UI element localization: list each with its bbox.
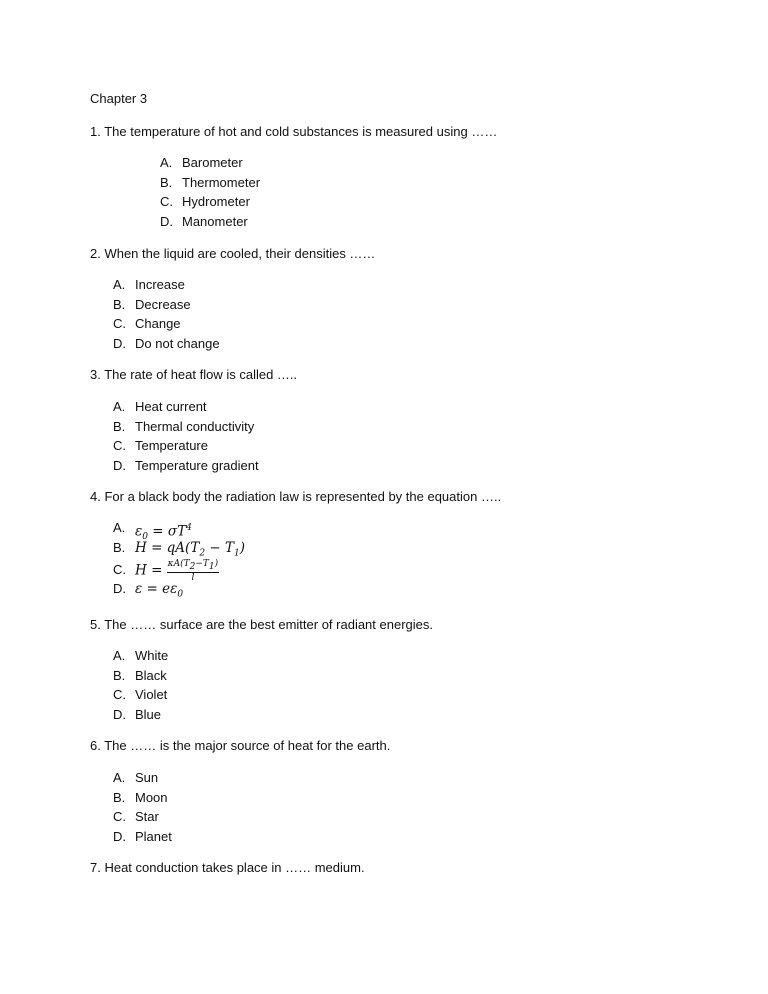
- option-letter: B.: [160, 174, 173, 190]
- option-text: Increase: [135, 277, 185, 292]
- option-text: Hydrometer: [182, 194, 250, 209]
- option-text: Decrease: [135, 296, 191, 312]
- option-text: Planet: [135, 828, 172, 844]
- option-letter: D.: [113, 581, 126, 596]
- option-letter: B.: [113, 539, 126, 555]
- option-text: Blue: [135, 706, 162, 722]
- option-text: Manometer: [182, 213, 248, 229]
- question-5-text: 5. The …… surface are the best emitter of radiant energies.: [90, 617, 433, 632]
- option-letter: B.: [113, 667, 126, 683]
- question-1-text: 1. The temperature of hot and cold substances is measured using ……: [90, 124, 498, 139]
- option-text: Violet: [135, 687, 168, 702]
- option-text: Sun: [135, 770, 159, 785]
- question-4-text: 4. For a black body the radiation law is represented by the equation …..: [90, 489, 502, 504]
- option-letter: D.: [113, 706, 126, 722]
- option-text: Moon: [135, 789, 168, 805]
- option-letter: D.: [113, 828, 126, 844]
- option-letter: D.: [160, 213, 173, 229]
- option-text: White: [135, 648, 169, 663]
- option-letter: C.: [113, 687, 126, 702]
- option-text: Heat current: [135, 399, 207, 414]
- question-7-text: 7. Heat conduction takes place in …… medium.: [90, 860, 365, 875]
- equation-emissivity: $\varepsilon = e\varepsilon_0$: [135, 581, 184, 600]
- option-letter: A.: [113, 277, 126, 292]
- question-6-text: 6. The …… is the major source of heat for the earth.: [90, 738, 391, 753]
- fraction: $\frac{\kappa A(T_2-T_1)}{l}$: [167, 559, 219, 583]
- option-text: Black: [135, 667, 167, 683]
- option-text: Thermometer: [182, 174, 261, 190]
- option-letter: A.: [113, 520, 126, 535]
- option-letter: C.: [160, 194, 173, 209]
- option-letter: A.: [113, 399, 126, 414]
- option-letter: A.: [113, 770, 126, 785]
- equation-stefan-law: $\varepsilon_0 = \sigma T^4$: [135, 523, 192, 543]
- option-letter: B.: [113, 418, 126, 434]
- option-letter: C.: [113, 316, 126, 331]
- option-letter: B.: [113, 789, 126, 805]
- equation-heat-flow: $H = qA(T_2 - T_1)$: [135, 539, 245, 559]
- option-letter: D.: [113, 335, 126, 351]
- option-text: Thermal conductivity: [135, 418, 255, 434]
- option-letter: C.: [113, 438, 126, 453]
- option-text: Temperature: [135, 438, 208, 453]
- option-text: Temperature gradient: [135, 457, 259, 473]
- equation-conduction: H = $\frac{\kappa A(T_2-T_1)}{l}$: [135, 559, 219, 583]
- option-letter: A.: [160, 155, 173, 170]
- question-2-text: 2. When the liquid are cooled, their densities ……: [90, 246, 376, 261]
- option-text: Change: [135, 316, 181, 331]
- option-letter: B.: [113, 296, 126, 312]
- option-letter: C.: [113, 562, 126, 577]
- option-text: Barometer: [182, 155, 243, 170]
- option-letter: A.: [113, 648, 126, 663]
- chapter-title: Chapter 3: [90, 91, 148, 106]
- question-3-text: 3. The rate of heat flow is called …..: [90, 367, 298, 382]
- option-letter: D.: [113, 457, 126, 473]
- option-letter: C.: [113, 809, 126, 824]
- option-text: Do not change: [135, 335, 220, 351]
- option-text: Star: [135, 809, 159, 824]
